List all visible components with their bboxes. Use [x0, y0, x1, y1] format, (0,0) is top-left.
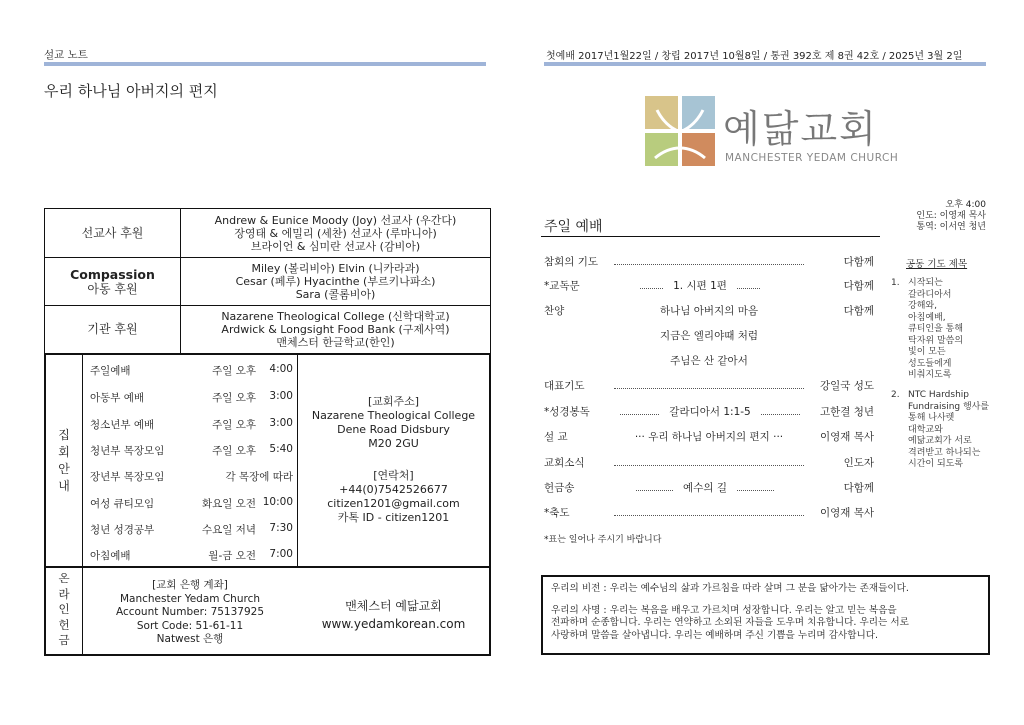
address-line: Dene Road Didsbury: [337, 423, 450, 436]
prayer-number: 2.: [891, 390, 900, 400]
bank-line: Manchester Yedam Church: [119, 592, 261, 605]
schedule-row: [90, 390, 293, 405]
schedule-name: 아동부 예배: [90, 392, 145, 404]
schedule-time: 7:00: [269, 548, 293, 560]
schedule-day: 주일 오후: [212, 419, 256, 431]
prayer-line: NTC Hardship: [908, 390, 969, 400]
bank-account: [83, 579, 297, 647]
service-leader: 인도: 이영재 목사: [916, 211, 986, 221]
vision-statement: 우리의 비전 : 우리는 예수님의 삶과 가르침을 따라 살며 그 분을 닮아가는 존재들이다.: [551, 583, 909, 594]
service-item-name: *성경봉독: [544, 405, 590, 418]
support-row-compassion: [45, 258, 491, 306]
support-line: 브라이언 & 심미란 선교사 (감비아): [250, 239, 421, 253]
schedule-row: [90, 363, 293, 378]
service-item: [544, 278, 874, 292]
service-info: [880, 200, 986, 233]
service-item-name: 참회의 기도: [544, 255, 599, 268]
service-item-who: 고한결 청년: [819, 405, 874, 418]
bank-line: Sort Code: 51-61-11: [136, 619, 244, 632]
service-item-name: 헌금송: [544, 481, 575, 494]
label-char: 회: [58, 445, 70, 459]
logo-korean-name: 예닮교회: [723, 107, 878, 151]
schedule-day: 주일 오후: [212, 392, 256, 404]
service-item-who: 다함께: [843, 279, 874, 292]
prayer-line: 성도들에게: [908, 358, 952, 369]
schedule-row: [90, 548, 293, 563]
bank-line: [교회 은행 계좌]: [152, 579, 228, 591]
schedule-day: 화요일 오전: [201, 498, 256, 510]
contact-line: [연락처]: [373, 469, 414, 482]
sermon-title: 우리 하나님 아버지의 편지: [44, 82, 218, 100]
prayer-number: 1.: [891, 278, 900, 288]
mission-line: 사랑하며 말씀을 살아냅니다. 우리는 예배하며 주신 기쁨을 누리며 감사합니다.: [551, 629, 879, 641]
left-header-bar: [44, 62, 486, 66]
service-item: [544, 429, 874, 443]
prayer-line: 탁자위 말씀의: [908, 335, 964, 346]
support-table: [44, 208, 491, 354]
label-char: 안: [58, 462, 70, 476]
support-missionary-list: [181, 209, 491, 258]
schedule-day: 주일 오후: [212, 445, 256, 457]
dotted-leader: [737, 282, 760, 289]
schedule-row: [90, 469, 293, 484]
church-contact: [298, 469, 489, 525]
service-item: [544, 404, 874, 418]
support-label-missionary: 선교사 후원: [45, 209, 181, 258]
schedule-row: [90, 522, 293, 537]
dotted-leader: [636, 484, 673, 491]
label-char: 라: [58, 586, 70, 601]
label-char: 내: [58, 479, 70, 493]
prayer-item: [891, 278, 963, 382]
prayer-line: 비춰지도록: [908, 370, 952, 380]
dotted-leader: [614, 258, 804, 265]
prayer-title: 공동 기도 제목: [906, 259, 968, 270]
service-item: [544, 505, 874, 519]
service-item-who: 이영재 목사: [819, 430, 874, 443]
dotted-leader: [761, 408, 800, 415]
church-address: [298, 395, 489, 451]
divider: [46, 566, 489, 568]
service-item-name: 교회소식: [544, 456, 585, 469]
gathering-box: [44, 353, 491, 656]
service-item-name: *축도: [544, 506, 570, 519]
service-item-name: 설 교: [544, 430, 568, 443]
address-line: Nazarene Theological College: [311, 409, 476, 422]
schedule-name: 청년부 목장모임: [90, 445, 165, 457]
schedule-time: 3:00: [269, 390, 293, 402]
church-name: 맨체스터 예닮교회: [345, 599, 442, 613]
service-item-middle: 갈라디아서 1:1-5: [669, 405, 751, 418]
support-label-institution: 기관 후원: [45, 306, 181, 354]
contact-line: +44(0)7542526677: [339, 483, 448, 496]
schedule-name: 아침예배: [90, 550, 131, 562]
prayer-text: [908, 278, 963, 382]
dotted-leader: [614, 459, 804, 466]
offering-label: [47, 571, 81, 649]
support-line: 장영태 & 에밀리 (세찬) 선교사 (루마니아): [234, 226, 437, 240]
service-item-who: 다함께: [843, 304, 874, 317]
standing-note: *표는 일어나 주시기 바랍니다: [544, 535, 662, 545]
service-item-middle-wrap: [608, 278, 810, 293]
service-item: [544, 378, 874, 392]
service-item-name: 대표기도: [544, 379, 585, 392]
service-title-underline: [541, 236, 880, 237]
prayer-line: 갈라디아서: [908, 289, 952, 300]
website-link[interactable]: www.yedamkorean.com: [321, 617, 466, 631]
service-item: [544, 480, 874, 494]
support-label-compassion: [45, 258, 181, 306]
prayer-line: 강해와,: [908, 301, 937, 311]
schedule-time: 4:00: [269, 363, 293, 375]
label-char: 온: [58, 571, 70, 585]
dotted-leader: [640, 282, 663, 289]
address-line: [교회주소]: [367, 395, 420, 408]
schedule-row: [90, 417, 293, 432]
service-item-who: 다함께: [843, 255, 874, 268]
service-item-middle: 하나님 아버지의 마음: [660, 304, 758, 317]
dotted-leader: [614, 509, 804, 516]
schedule-time: 3:00: [269, 417, 293, 429]
compassion-subtitle: 아동 후원: [87, 281, 138, 296]
schedule-day: 수요일 저녁: [201, 524, 256, 536]
support-compassion-list: [181, 258, 491, 306]
support-line: Cesar (페루) Hyacinthe (부르키나파소): [235, 275, 436, 288]
prayer-line: 큐티인을 통해: [908, 324, 964, 334]
vision-box: [541, 575, 990, 655]
service-item-middle: 지금은 엘리야때 처럼: [660, 329, 758, 342]
issue-info: 첫예배 2017년1월22일 / 창립 2017년 10월8일 / 통권 392호 제 8권 42호 / 2025년 3월 2일: [546, 51, 963, 62]
dotted-leader: [614, 382, 804, 389]
prayer-line: 통해 나사렛: [908, 413, 955, 423]
mission-line: 우리의 사명 : 우리는 복음을 배우고 가르치며 성장합니다. 우리는 알고 믿는 복음을: [551, 604, 897, 616]
service-item-name: 찬양: [544, 304, 565, 317]
support-row-institution: [45, 306, 491, 354]
support-line: Nazarene Theological College (신학대학교): [221, 310, 450, 323]
service-item-middle-wrap: [608, 404, 810, 419]
bank-line: Account Number: 75137925: [115, 606, 265, 618]
schedule-name: 청소년부 예배: [90, 419, 155, 431]
prayer-line: 시작되는: [908, 278, 943, 288]
address-line: M20 2GU: [368, 437, 419, 450]
service-item-who: 강일국 성도: [819, 379, 874, 392]
service-item: [544, 303, 874, 317]
church-logo: [645, 96, 899, 168]
support-line: Sara (콜롬비아): [295, 288, 376, 301]
gathering-label: [47, 427, 81, 495]
church-website: [298, 597, 489, 633]
schedule-row: [90, 443, 293, 458]
divider: [297, 355, 298, 567]
service-item: [544, 353, 874, 367]
prayer-line: 아침예배,: [908, 312, 946, 323]
service-item-who: 이영재 목사: [819, 506, 874, 519]
schedule-day: 월-금 오전: [208, 550, 256, 562]
support-line: Ardwick & Longsight Food Bank (구제사역): [221, 323, 450, 336]
prayer-line: 시간이 되도록: [908, 459, 964, 469]
prayer-line: 예닮교회가 서로: [908, 436, 972, 446]
prayer-line: 대학교와: [908, 424, 943, 435]
service-interpreter: 통역: 이서연 청년: [916, 222, 986, 232]
schedule-time: 5:40: [269, 443, 293, 455]
service-item-name: *교독문: [544, 279, 580, 292]
schedule-day: 주일 오후: [212, 365, 256, 377]
schedule-day: 각 목장에 따라: [225, 471, 293, 483]
prayer-text: [908, 390, 989, 471]
schedule-name: 주일예배: [90, 365, 131, 377]
schedule-name: 여성 큐티모임: [90, 498, 155, 510]
support-row-missionary: [45, 209, 491, 258]
support-line: Andrew & Eunice Moody (Joy) 선교사 (우간다): [214, 213, 457, 227]
prayer-item: [891, 390, 989, 471]
support-line: Miley (볼리비아) Elvin (니카라과): [251, 262, 420, 275]
contact-line: citizen1201@gmail.com: [327, 497, 460, 510]
service-time: 오후 4:00: [945, 200, 986, 210]
service-title: 주일 예배: [544, 219, 603, 235]
logo-mark-icon: [645, 96, 715, 166]
logo-english-name: MANCHESTER YEDAM CHURCH: [725, 152, 899, 164]
service-item-middle: 1. 시편 1편: [673, 279, 727, 292]
service-item-middle: ··· 우리 하나님 아버지의 편지 ···: [634, 430, 784, 443]
bank-line: Natwest 은행: [156, 633, 224, 645]
service-item-who: 인도자: [843, 456, 874, 469]
label-char: 헌: [58, 617, 70, 632]
contact-line: 카톡 ID - citizen1201: [337, 511, 450, 524]
mission-line: 전파하며 순종합니다. 우리는 연약하고 소외된 자들을 도우며 치유합니다. 우리는 서로: [551, 617, 909, 628]
label-char: 집: [58, 428, 70, 442]
service-item-middle: 주님은 산 같아서: [670, 354, 748, 367]
support-institution-list: [181, 306, 491, 354]
service-item-who: 다함께: [843, 481, 874, 494]
schedule-row: [90, 496, 293, 511]
service-item-middle: 예수의 길: [683, 481, 727, 494]
label-char: 인: [58, 602, 70, 616]
schedule-name: 장년부 목장모임: [90, 471, 165, 483]
service-item: [544, 254, 874, 268]
left-header-label: 설교 노트: [44, 49, 88, 61]
schedule-time: 10:00: [262, 496, 293, 508]
prayer-line: Fundraising 행사를: [908, 401, 990, 412]
dotted-leader: [737, 484, 774, 491]
service-item-middle-wrap: [608, 480, 810, 495]
prayer-line: 빛이 모든: [908, 347, 946, 357]
support-line: 맨체스터 한글학교(한인): [276, 336, 395, 349]
service-item: [544, 328, 874, 342]
right-header-bar: [544, 62, 986, 66]
prayer-line: 격려받고 하나되는: [908, 447, 981, 458]
service-item: [544, 455, 874, 469]
schedule-time: 7:30: [269, 522, 293, 534]
dotted-leader: [620, 408, 659, 415]
schedule-name: 청년 성경공부: [90, 524, 155, 536]
compassion-title: Compassion: [70, 266, 155, 282]
label-char: 금: [58, 633, 70, 647]
